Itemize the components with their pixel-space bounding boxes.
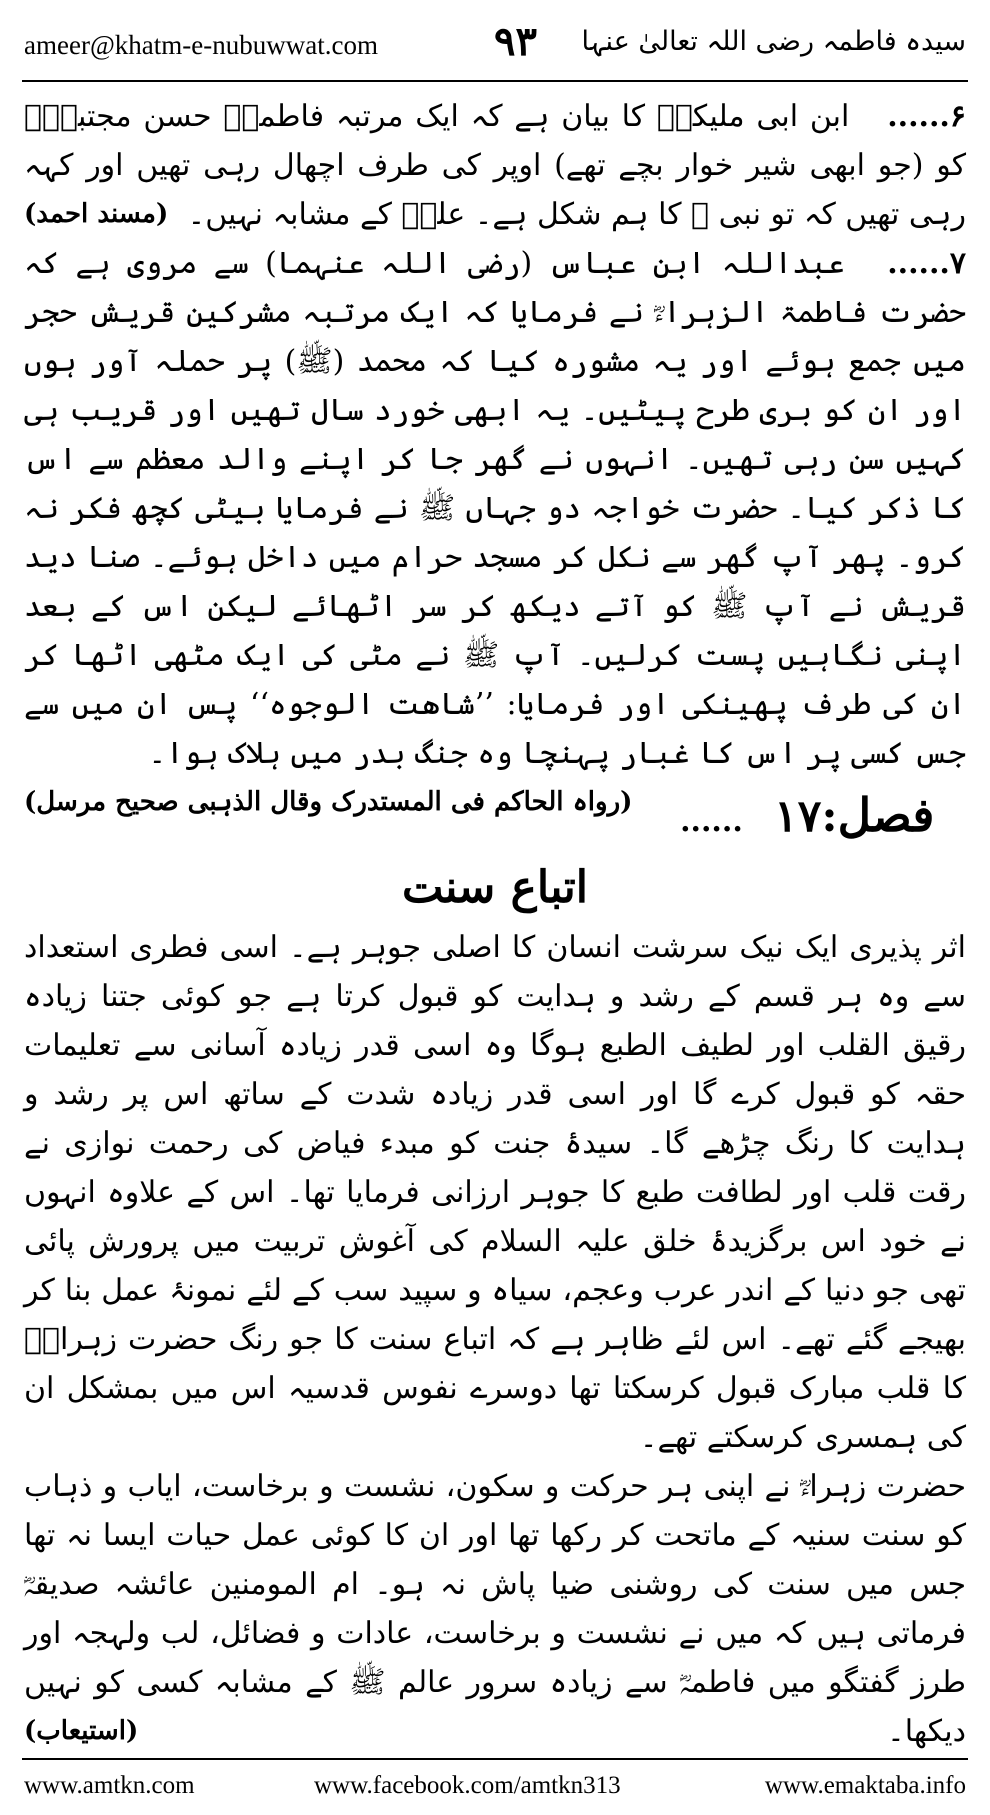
footer-link-facebook[interactable]: www.facebook.com/amtkn313: [314, 1772, 621, 1799]
section-title: اتباع سنت: [401, 862, 589, 913]
header-divider: [22, 80, 968, 82]
page-header: [24, 18, 966, 74]
body-paragraph-1: [24, 923, 966, 1462]
section-number: :۱۷: [774, 791, 838, 842]
section-separator: ......: [680, 804, 743, 839]
footer-link-emaktaba[interactable]: www.emaktaba.info: [764, 1772, 966, 1799]
body-text: اثر پذیری ایک نیک سرشت انسان کا اصلی جوہر ہے۔ اسی فطری استعداد سے وہ ہر قسم کے رشد و ہدایت کو قبول کرتا ہے جو کوئی جتنا زیادہ رقیق القلب اور لطیف الطبع ہوگا وہ اسی قدر زیادہ آسانی سے تعلیمات حقہ کو قبول کرے گا اور اسی قدر زیادہ شدت کے ساتھ اس پر رشد و ہدایت کا رنگ چڑھے گا۔ سیدۂ جنت کو مبدء فیاض کی رحمت نوازی نے رقت قلب اور لطافت طبع کا جوہر ارزانی فرمایا تھا۔ اس کے علاوہ انہوں نے خود اس برگزیدۂ خلق علیہ السلام کی آغوش تربیت میں پرورش پائی تھی جو دنیا کے اندر عرب وعجم، سیاہ و سپید سب کے لئے نمونۂ عمل بنا کر بھیجے گئے تھے۔ اس لئے ظاہر ہے کہ اتباع سنت کا جو رنگ حضرت زہراءؓ کا قلب مبارک قبول کرسکتا تھا دوسرے نفوس قدسیہ اس میں بمشکل ان کی ہمسری کرسکتے تھے۔: [24, 930, 967, 1455]
header-email: ameer@khatm-e-nubuwwat.com: [24, 30, 378, 60]
narration-number: ۶......: [887, 99, 966, 134]
body-text: حضرت زہراءؓ نے اپنی ہر حرکت و سکون، نشست و برخاست، ایاب و ذہاب کو سنت سنیہ کے ماتحت کر رکھا تھا اور ان کا کوئی عمل حیات ایسا نہ تھا جس میں سنت کی روشنی ضیا پاش نہ ہو۔ ام المومنین عائشہ صدیقہؓ فرماتی ہیں کہ میں نے نشست و برخاست، عادات و فضائل، لب ولہجہ اور طرز گفتگو میں فاطمہؓ سے زیادہ سرور عالم ﷺ کے مشابہ کسی کو نہیں دیکھا۔: [24, 1469, 966, 1749]
book-title: سیدہ فاطمہ رضی اللہ تعالیٰ عنہا: [581, 26, 966, 57]
page-content: [24, 92, 966, 1756]
body-paragraph-2: [24, 1462, 966, 1756]
section-prefix: فصل: [837, 788, 935, 842]
page-footer: [24, 1766, 966, 1806]
narration-citation: (مسند احمد): [24, 199, 169, 229]
footer-link-amtkn[interactable]: www.amtkn.com: [24, 1772, 195, 1799]
page-number: ۹۳: [494, 18, 537, 65]
narration-6: [24, 92, 966, 239]
footer-divider: [22, 1758, 968, 1760]
narration-citation: (رواہ الحاکم فی المستدرک وقال الذہبی صحیح مرسل): [24, 787, 633, 817]
narration-text: ابن ابی ملیکہؒ کا بیان ہے کہ ایک مرتبہ فاطمہؓ حسن مجتبیٰؓ کو (جو ابھی شیر خوار بچے تھے) اوپر کی طرف اچھال رہی تھیں اور کہہ رہی تھیں کہ تو نبی ﷺ کا ہم شکل ہے۔ علیؓ کے مشابہ نہیں۔: [24, 99, 966, 232]
body-citation: (استیعاب): [24, 1716, 139, 1746]
narration-number: ۷......: [887, 246, 966, 281]
narration-text: عبداللہ ابن عباس (رضی اللہ عنہما) سے مروی ہے کہ حضرت فاطمۃ الزہراءؓ نے فرمایا کہ ایک مرتبہ مشرکین قریش حجر میں جمع ہوئے اور یہ مشورہ کیا کہ محمد (ﷺ) پر حملہ آور ہوں اور ان کو بری طرح پیٹیں۔ یہ ابھی خورد سال تھیں اور قریب ہی کہیں سن رہی تھیں۔ انہوں نے گھر جا کر اپنے والد معظم سے اس کا ذکر کیا۔ حضرت خواجہ دو جہاں ﷺ نے فرمایا بیٹی کچھ فکر نہ کرو۔ پھر آپ گھر سے نکل کر مسجد حرام میں داخل ہوئے۔ صنا دید قریش نے آپ ﷺ کو آتے دیکھ کر سر اٹھائے لیکن اس کے بعد اپنی نگاہیں پست کرلیں۔ آپ ﷺ نے مٹی کی ایک مٹھی اٹھا کر ان کی طرف پھینکی اور فرمایا: ’’شاھت الوجوہ‘‘ پس ان میں سے جس کسی پر اس کا غبار پہنچا وہ جنگ بدر میں ہلاک ہوا۔: [24, 246, 966, 771]
